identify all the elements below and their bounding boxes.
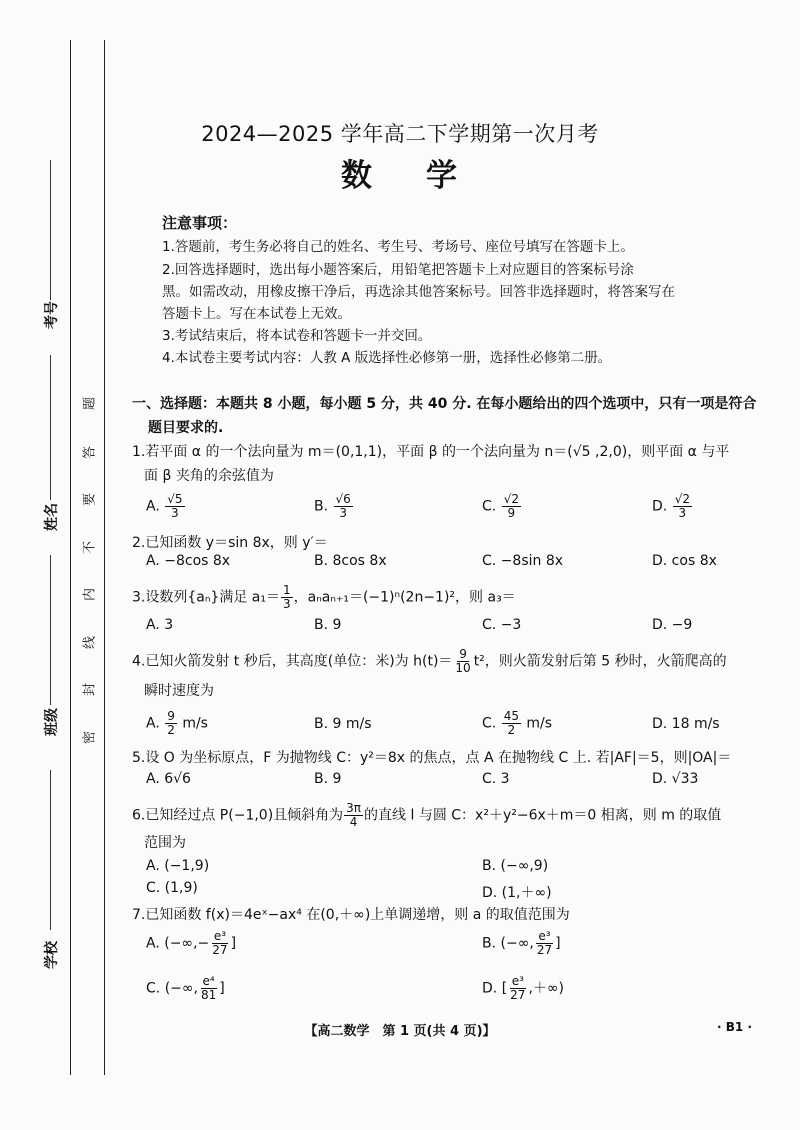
class-line bbox=[50, 555, 51, 705]
page-footer: 【高二数学 第 1 页(共 4 页)】 bbox=[304, 1024, 496, 1039]
question-7-option-b: B. (−∞, $\frac{\text{e³}}{27}$ ] bbox=[482, 929, 561, 957]
subject-char: 数 bbox=[341, 158, 374, 194]
question-1-option-a: A. $\frac{√5}{3}$ bbox=[146, 492, 183, 520]
question-1 bbox=[132, 440, 762, 488]
question-1-stem-cont: 面 β 夹角的余弦值为 bbox=[144, 468, 274, 484]
seal-char: 题 bbox=[82, 397, 98, 411]
question-1-option-b: B. $\frac{√6}{3}$ bbox=[314, 492, 351, 520]
frac-den: 81 bbox=[201, 988, 217, 1002]
frac-den: 27 bbox=[510, 988, 526, 1002]
question-6-option-c: C. (1,9) bbox=[146, 880, 198, 896]
question-4 bbox=[132, 648, 762, 703]
section-heading-line: 题目要求的. bbox=[148, 420, 224, 436]
frac-num: 1 bbox=[282, 583, 291, 597]
seal-char: 不 bbox=[82, 541, 98, 555]
frac-num: 9 bbox=[459, 647, 467, 661]
question-2-option-b: B. 8cos 8x bbox=[314, 553, 387, 569]
frac-den: 2 bbox=[507, 723, 516, 737]
exam-title: 2024—2025 学年高二下学期第一次月考 bbox=[201, 122, 599, 146]
question-7-stem: 7.已知函数 f(x)＝4eˣ−ax⁴ 在(0,＋∞)上单调递增，则 a 的取值范围为 bbox=[132, 907, 570, 923]
school-line bbox=[50, 770, 51, 930]
frac-den: 2 bbox=[167, 723, 175, 737]
seal-char: 答 bbox=[82, 446, 98, 460]
frac-den: 27 bbox=[536, 943, 553, 957]
question-3-stem: 3.设数列{aₙ}满足 a₁＝ $\frac{1}{3}$ ，aₙaₙ₊₁＝(−1)ⁿ(2n−1)²，则 a₃＝ bbox=[132, 583, 516, 611]
school-label: 学校 bbox=[44, 941, 60, 969]
frac-num: e⁴ bbox=[202, 974, 215, 988]
question-2-option-d: D. cos 8x bbox=[652, 553, 717, 569]
binding-line-outer bbox=[70, 40, 71, 1075]
question-1-option-c: C. $\frac{√2}{9}$ bbox=[482, 492, 519, 520]
question-4-option-b: B. 9 m/s bbox=[314, 716, 372, 732]
frac-den: 27 bbox=[212, 943, 228, 957]
section-heading bbox=[132, 392, 760, 440]
notice-line: 2.回答选择题时，选出每小题答案后，用铅笔把答题卡上对应题目的答案标号涂 bbox=[162, 262, 634, 278]
question-6-option-d: D. (1,＋∞) bbox=[482, 885, 552, 901]
question-5-option-c: C. 3 bbox=[482, 771, 510, 787]
frac-num: e³ bbox=[538, 929, 551, 943]
notice-line: 答题卡上。写在本试卷上无效。 bbox=[162, 306, 351, 322]
frac-num: √2 bbox=[674, 492, 690, 506]
notice-line: 1.答题前，考生务必将自己的姓名、考生号、考场号、座位号填写在答题卡上。 bbox=[162, 239, 634, 255]
frac-den: 10 bbox=[455, 661, 471, 675]
subject-char: 学 bbox=[426, 158, 459, 194]
frac-den: 3 bbox=[282, 597, 291, 611]
question-2-option-a: A. −8cos 8x bbox=[146, 553, 231, 569]
paper-code: · B1 · bbox=[717, 1020, 752, 1034]
question-2-stem: 2.已知函数 y＝sin 8x，则 y′＝ bbox=[132, 535, 328, 551]
question-4-stem: 4.已知火箭发射 t 秒后，其高度(单位：米)为 h(t)＝ $\frac{9}{10}$ t²，则火箭发射后第 5 秒时，火箭爬高的 bbox=[132, 647, 727, 675]
question-5-option-d: D. √33 bbox=[652, 771, 699, 787]
notice-line: 4.本试卷主要考试内容：人教 A 版选择性必修第一册，选择性必修第二册。 bbox=[162, 350, 612, 366]
question-2-option-c: C. −8sin 8x bbox=[482, 553, 564, 569]
question-7-option-d: D. [ $\frac{\text{e³}}{27}$ ,＋∞) bbox=[482, 974, 565, 1002]
question-6-option-b: B. (−∞,9) bbox=[482, 858, 549, 874]
seal-char: 线 bbox=[82, 636, 98, 650]
seal-char: 要 bbox=[82, 493, 98, 507]
question-4-option-a: A. $\frac{9}{2}$ m/s bbox=[146, 709, 208, 737]
frac-den: 3 bbox=[678, 506, 687, 520]
section-heading-line: 一、选择题：本题共 8 小题，每小题 5 分，共 40 分. 在每小题给出的四个选项中，只有一项是符合 bbox=[132, 396, 757, 412]
frac-num: e³ bbox=[213, 929, 227, 943]
question-7-option-c: C. (−∞, $\frac{\text{e⁴}}{81}$ ] bbox=[146, 974, 225, 1002]
class-label: 班级 bbox=[44, 708, 60, 736]
question-6-stem-cont: 范围为 bbox=[144, 835, 186, 851]
frac-num: 45 bbox=[503, 709, 519, 723]
frac-num: 3π bbox=[346, 801, 362, 815]
notice-line: 3.考试结束后，将本试卷和答题卡一并交回。 bbox=[162, 328, 432, 344]
question-5-option-a: A. 6√6 bbox=[146, 771, 191, 787]
question-1-option-d: D. $\frac{√2}{3}$ bbox=[652, 492, 690, 520]
question-3-option-c: C. −3 bbox=[482, 617, 522, 633]
question-3-option-d: D. −9 bbox=[652, 617, 693, 633]
frac-num: 9 bbox=[167, 709, 175, 723]
seal-char: 内 bbox=[82, 588, 98, 602]
question-4-stem-cont: 瞬时速度为 bbox=[144, 683, 214, 699]
subject-title bbox=[0, 150, 800, 195]
question-5-option-b: B. 9 bbox=[314, 771, 342, 787]
frac-num: √2 bbox=[503, 492, 519, 506]
student-name-label: 姓名 bbox=[44, 503, 60, 531]
frac-den: 4 bbox=[349, 815, 358, 829]
question-3-option-a: A. 3 bbox=[146, 617, 174, 633]
question-3-option-b: B. 9 bbox=[314, 617, 342, 633]
frac-den: 9 bbox=[507, 506, 516, 520]
seal-char: 密 bbox=[82, 731, 98, 745]
question-5-stem: 5.设 O 为坐标原点，F 为抛物线 C：y²＝8x 的焦点，点 A 在抛物线 C 上. 若|AF|＝5，则|OA|＝ bbox=[132, 750, 732, 766]
student-id-label: 考号 bbox=[44, 301, 60, 329]
notice-heading: 注意事项： bbox=[162, 214, 238, 232]
question-6 bbox=[132, 802, 762, 855]
seal-char: 封 bbox=[82, 683, 98, 697]
frac-den: 3 bbox=[171, 506, 179, 520]
question-6-option-a: A. (−1,9) bbox=[146, 858, 210, 874]
binding-line-inner bbox=[104, 40, 105, 1075]
question-4-option-c: C. $\frac{45}{2}$ m/s bbox=[482, 709, 553, 737]
question-4-option-d: D. 18 m/s bbox=[652, 716, 720, 732]
frac-num: √5 bbox=[167, 492, 183, 506]
student-name-line bbox=[50, 355, 51, 500]
frac-num: e³ bbox=[511, 974, 524, 988]
notice-line: 黑。如需改动，用橡皮擦干净后，再选涂其他答案标号。回答非选择题时，将答案写在 bbox=[162, 284, 675, 300]
question-7-option-a: A. (−∞,− $\frac{\text{e³}}{27}$ ] bbox=[146, 929, 237, 957]
question-6-stem: 6.已知经过点 P(−1,0)且倾斜角为 $\frac{3\pi}{4}$ 的直线 l 与圆 C：x²＋y²−6x＋m＝0 相离，则 m 的取值 bbox=[132, 801, 722, 829]
frac-num: √6 bbox=[335, 492, 351, 506]
frac-den: 3 bbox=[339, 506, 347, 520]
question-1-stem: 1.若平面 α 的一个法向量为 m＝(0,1,1)，平面 β 的一个法向量为 n＝(√5 ,2,0)，则平面 α 与平 bbox=[132, 444, 730, 460]
